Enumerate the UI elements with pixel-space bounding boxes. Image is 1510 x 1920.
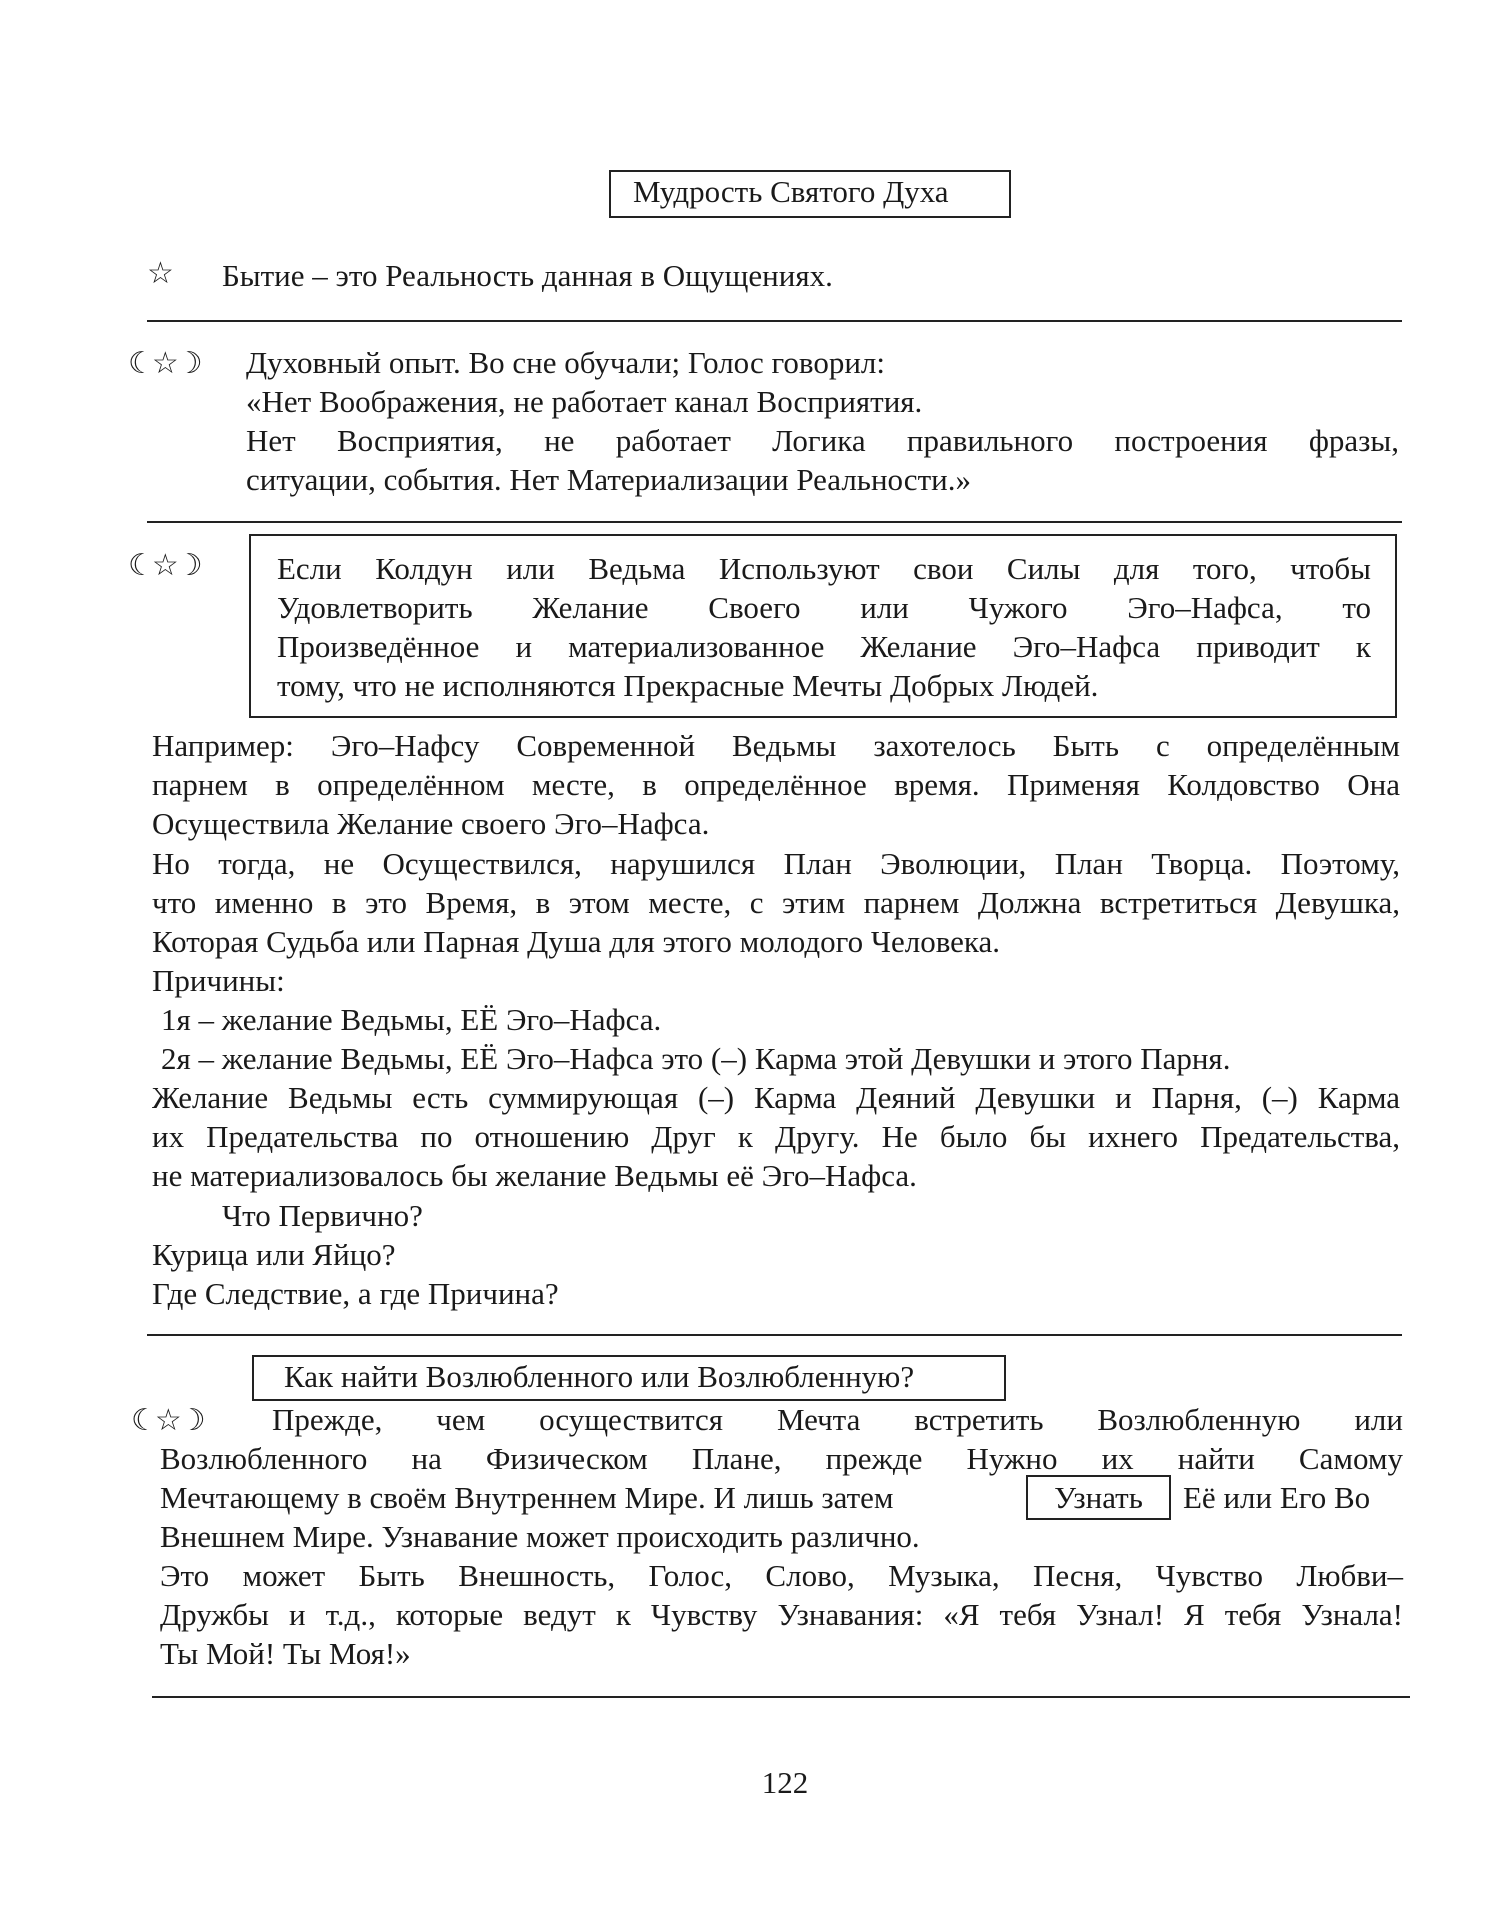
body-line: Но тогда, не Осуществился, нарушился План Эволюции, План Творца. Поэтому, <box>152 846 1400 881</box>
body-line: Мечтающему в своём Внутреннем Мире. И лишь затем <box>160 1480 894 1515</box>
section-2-line: «Нет Воображения, не работает канал Восприятия. <box>246 384 923 419</box>
body-line: Например: Эго–Нафсу Современной Ведьмы захотелось Быть с определённым <box>152 728 1400 763</box>
body-line: Осуществила Желание своего Эго–Нафса. <box>152 806 710 841</box>
body-line: Это может Быть Внешность, Голос, Слово, Музыка, Песня, Чувство Любви– <box>160 1558 1403 1593</box>
moon-star-icon: ☾☆☽ <box>128 549 200 582</box>
body-line: Прежде, чем осуществится Мечта встретить Возлюбленную или <box>272 1402 1403 1437</box>
section-1-text: Бытие – это Реальность данная в Ощущениях. <box>222 258 833 293</box>
highlighted-word: Узнать <box>1054 1480 1143 1515</box>
divider <box>147 320 1402 322</box>
section-2-line: ситуации, события. Нет Материализации Реальности.» <box>246 462 971 497</box>
body-line: Возлюбленного на Физическом Плане, прежде Нужно их найти Самому <box>160 1441 1403 1476</box>
highlighted-word-box <box>1026 1475 1171 1520</box>
boxed-line: тому, что не исполняются Прекрасные Мечты Добрых Людей. <box>277 668 1099 703</box>
moon-star-icon: ☾☆☽ <box>128 347 200 380</box>
body-line: Ты Мой! Ты Моя!» <box>160 1636 411 1671</box>
body-line: их Предательства по отношению Друг к Другу. Не было бы ихнего Предательства, <box>152 1119 1400 1154</box>
body-line: Причины: <box>152 963 285 998</box>
moon-star-icon: ☾☆☽ <box>131 1404 203 1437</box>
page-title-text: Мудрость Святого Духа <box>633 174 949 209</box>
section-heading <box>252 1355 1006 1401</box>
body-line: не материализовалось бы желание Ведьмы её Эго–Нафса. <box>152 1158 917 1193</box>
body-line: 1я – желание Ведьмы, ЕЁ Эго–Нафса. <box>161 1002 662 1037</box>
divider <box>152 1696 1410 1698</box>
page-number: 122 <box>761 1765 809 1800</box>
body-line: Желание Ведьмы есть суммирующая (–) Карма Деяний Девушки и Парня, (–) Карма <box>152 1080 1400 1115</box>
boxed-line: Удовлетворить Желание Своего или Чужого Эго–Нафса, то <box>277 590 1371 625</box>
section-heading-text: Как найти Возлюбленного или Возлюбленную? <box>284 1359 915 1394</box>
body-line: Где Следствие, а где Причина? <box>152 1276 559 1311</box>
body-line: Что Первично? <box>222 1198 423 1233</box>
boxed-line: Произведённое и материализованное Желание Эго–Нафса приводит к <box>277 629 1371 664</box>
section-2-line: Нет Восприятия, не работает Логика правильного построения фразы, <box>246 423 1399 458</box>
highlighted-paragraph-box <box>249 534 1397 718</box>
body-line: Её или Его Во <box>1183 1480 1371 1515</box>
star-icon: ☆ <box>147 257 174 290</box>
body-line: Курица или Яйцо? <box>152 1237 396 1272</box>
section-2-line: Духовный опыт. Во сне обучали; Голос говорил: <box>246 345 885 380</box>
divider <box>147 521 1402 523</box>
body-line: 2я – желание Ведьмы, ЕЁ Эго–Нафса это (–) Карма этой Девушки и этого Парня. <box>161 1041 1231 1076</box>
boxed-line: Если Колдун или Ведьма Используют свои Силы для того, чтобы <box>277 551 1371 586</box>
page-title <box>609 170 1011 218</box>
body-line: Внешнем Мире. Узнавание может происходить различно. <box>160 1519 920 1554</box>
body-line: Которая Судьба или Парная Душа для этого молодого Человека. <box>152 924 1001 959</box>
divider <box>147 1334 1402 1336</box>
body-line: Дружбы и т.д., которые ведут к Чувству Узнавания: «Я тебя Узнал! Я тебя Узнала! <box>160 1597 1403 1632</box>
body-line: что именно в это Время, в этом месте, с этим парнем Должна встретиться Девушка, <box>152 885 1400 920</box>
body-line: парнем в определённом месте, в определённое время. Применяя Колдовство Она <box>152 767 1400 802</box>
